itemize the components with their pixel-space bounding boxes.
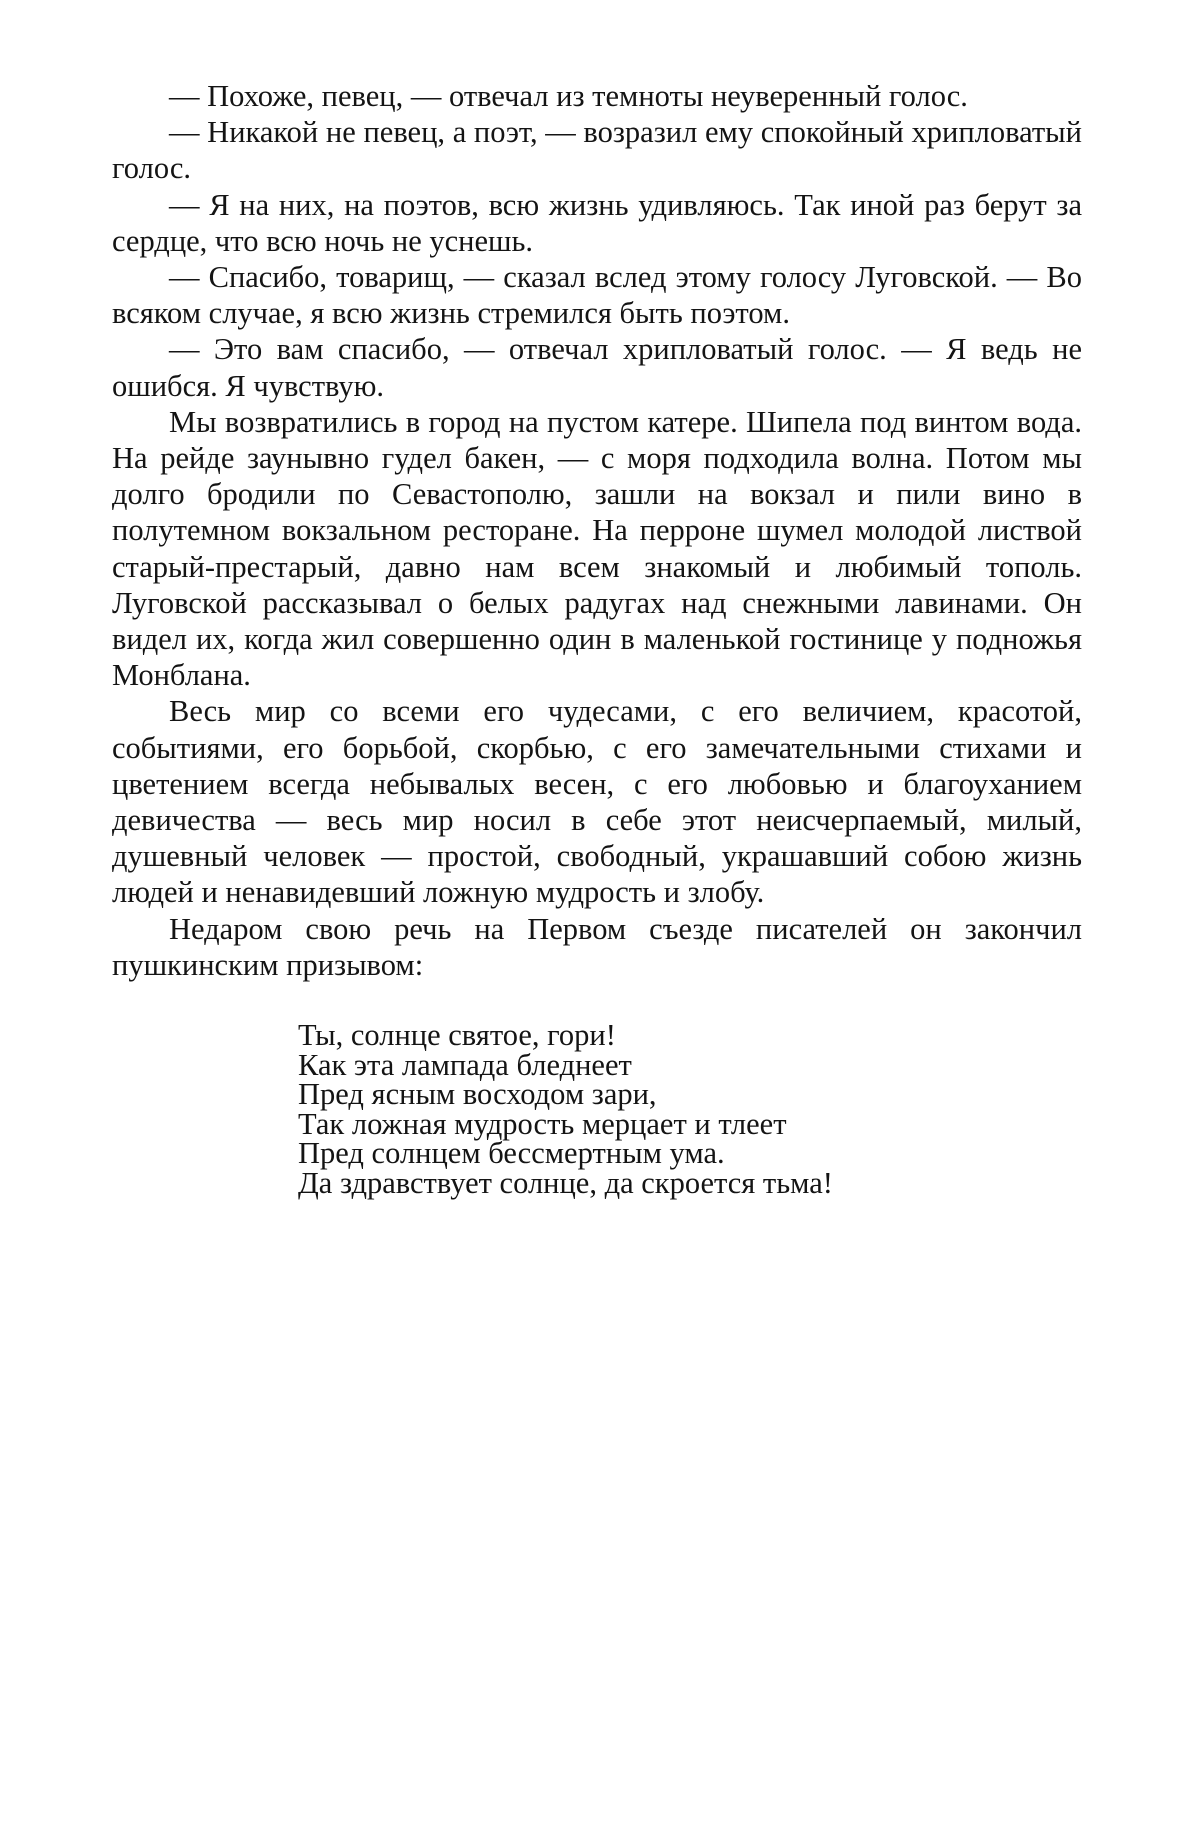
poem-line: Да здравствует солнце, да скроется тьма! <box>298 1169 1082 1199</box>
prose-text <box>112 78 1082 983</box>
poem-quote <box>298 1021 1082 1198</box>
poem-line: Ты, солнце святое, гори! <box>298 1021 1082 1051</box>
paragraph-whole-world: Весь мир со всеми его чудесами, с его величием, красотой, событиями, его борьбой, скорбью, с его замечательными стихами и цветением всегда небывалых весен, с его любовью и благоуханием девичества — весь мир носил в себе этот неисчерпаемый, милый, душевный человек — простой, свободный, украшавший собою жизнь людей и ненавидевший ложную мудрость и злобу. <box>112 693 1082 910</box>
paragraph-dialogue-1: — Похоже, певец, — отвечал из темноты неуверенный голос. <box>112 78 1082 114</box>
paragraph-congress-speech: Недаром свою речь на Первом съезде писателей он закончил пушкинским призывом: <box>112 911 1082 983</box>
poem-line: Как эта лампада бледнеет <box>298 1051 1082 1081</box>
book-page <box>112 78 1082 1198</box>
paragraph-dialogue-5: — Это вам спасибо, — отвечал хрипловатый голос. — Я ведь не ошибся. Я чувствую. <box>112 331 1082 403</box>
paragraph-sevastopol: Мы возвратились в город на пустом катере. Шипела под винтом вода. На рейде заунывно гудел бакен, — с моря подходила волна. Потом мы долго бродили по Севастополю, зашли на вокзал и пили вино в полутемном вокзальном ресторане. На перроне шумел молодой листвой старый-престарый, давно нам всем знакомый и любимый тополь. Луговской рассказывал о белых радугах над снежными лавинами. Он видел их, когда жил совершенно один в маленькой гостинице у подножья Монблана. <box>112 404 1082 694</box>
poem-line: Пред ясным восходом зари, <box>298 1080 1082 1110</box>
paragraph-dialogue-4: — Спасибо, товарищ, — сказал вслед этому голосу Луговской. — Во всяком случае, я всю жизнь стремился быть поэтом. <box>112 259 1082 331</box>
paragraph-dialogue-3: — Я на них, на поэтов, всю жизнь удивляюсь. Так иной раз берут за сердце, что всю ночь не уснешь. <box>112 187 1082 259</box>
poem-line: Пред солнцем бессмертным ума. <box>298 1139 1082 1169</box>
paragraph-dialogue-2: — Никакой не певец, а поэт, — возразил ему спокойный хрипловатый голос. <box>112 114 1082 186</box>
poem-line: Так ложная мудрость мерцает и тлеет <box>298 1110 1082 1140</box>
